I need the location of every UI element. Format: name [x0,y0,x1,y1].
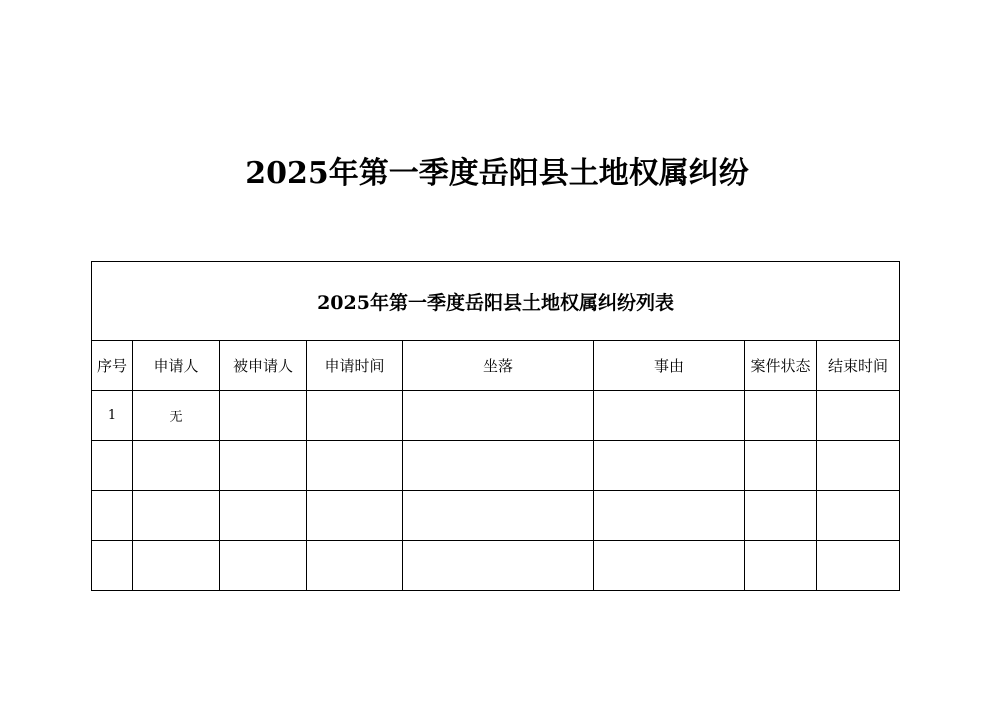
table-cell [817,441,900,491]
table-cell [403,491,594,541]
table-cell [745,541,817,591]
table-cell [307,441,403,491]
header-case-status: 案件状态 [745,341,817,391]
table-cell [817,391,900,441]
table-row [92,541,900,591]
table-row [92,391,900,441]
header-reason: 事由 [594,341,745,391]
table-cell [220,441,307,491]
header-location: 坐落 [403,341,594,391]
table-cell [92,441,133,491]
table-cell [594,541,745,591]
table-cell [594,491,745,541]
table-cell [307,491,403,541]
table-header-row [92,341,900,391]
table-cell [92,541,133,591]
table-cell [133,441,220,491]
table-cell [817,491,900,541]
table-cell [133,541,220,591]
table-cell: 1 [92,391,133,441]
table-cell: 无 [133,391,220,441]
table-cell [403,441,594,491]
header-index: 序号 [92,341,133,391]
table-row [92,441,900,491]
table-row [92,491,900,541]
table-cell [594,391,745,441]
dispute-list-table [91,261,900,591]
header-applicant: 申请人 [133,341,220,391]
table-cell [133,491,220,541]
header-end-time: 结束时间 [817,341,900,391]
table-cell [403,391,594,441]
table-cell [307,541,403,591]
document-title: 2025年第一季度岳阳县土地权属纠纷 [245,156,749,191]
table-cell [220,491,307,541]
table-cell [745,491,817,541]
table-cell [92,491,133,541]
table-cell [817,541,900,591]
table-cell [594,441,745,491]
table-cell [745,441,817,491]
table-cell [220,391,307,441]
table-cell [307,391,403,441]
header-respondent: 被申请人 [220,341,307,391]
table-cell [403,541,594,591]
table-cell [745,391,817,441]
table-caption: 2025年第一季度岳阳县土地权属纠纷列表 [92,262,900,341]
table-cell [220,541,307,591]
table-caption-row [92,262,900,341]
header-application-time: 申请时间 [307,341,403,391]
